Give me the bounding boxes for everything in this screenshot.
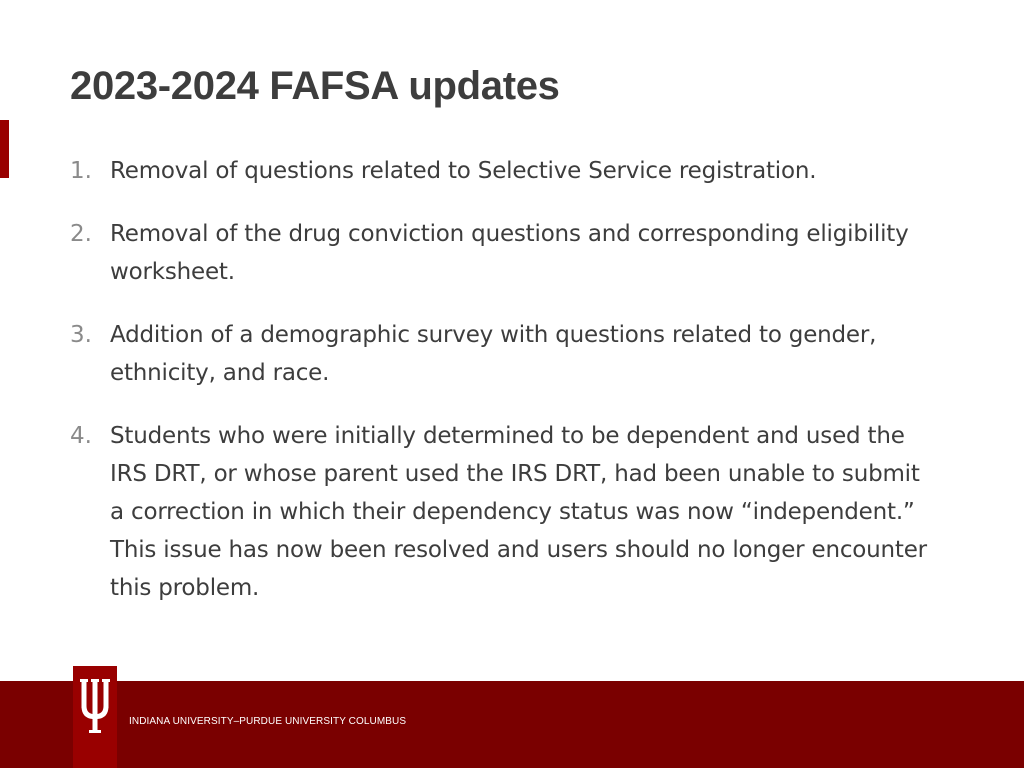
list-item-number: 4. — [70, 423, 92, 449]
list-item-text: Removal of questions related to Selective Service registration. — [110, 158, 817, 184]
title-accent-bar — [0, 120, 9, 178]
list-item-text: Addition of a demographic survey with questions related to gender, ethnicity, and race. — [110, 322, 877, 386]
institution-name: INDIANA UNIVERSITY–PURDUE UNIVERSITY COLUMBUS — [129, 716, 407, 727]
list-item-2 — [70, 215, 930, 291]
list-item-number: 3. — [70, 322, 92, 348]
list-item-text: Removal of the drug conviction questions and corresponding eligibility worksheet. — [110, 221, 909, 285]
list-item-number: 2. — [70, 221, 92, 247]
list-item-3 — [70, 316, 930, 392]
list-item-text: Students who were initially determined to be dependent and used the IRS DRT, or whose parent used the IRS DRT, had been unable to submit a correction in which their dependency status was now “independent.” This issue has now been resolved and users should no longer encounter this problem. — [110, 423, 927, 601]
logo-tab — [73, 666, 117, 768]
iu-trident-logo-icon — [80, 679, 110, 741]
slide-title: 2023-2024 FAFSA updates — [70, 64, 560, 108]
update-list — [70, 152, 930, 632]
list-item-1 — [70, 152, 930, 190]
list-item-number: 1. — [70, 158, 92, 184]
list-item-4 — [70, 417, 930, 607]
